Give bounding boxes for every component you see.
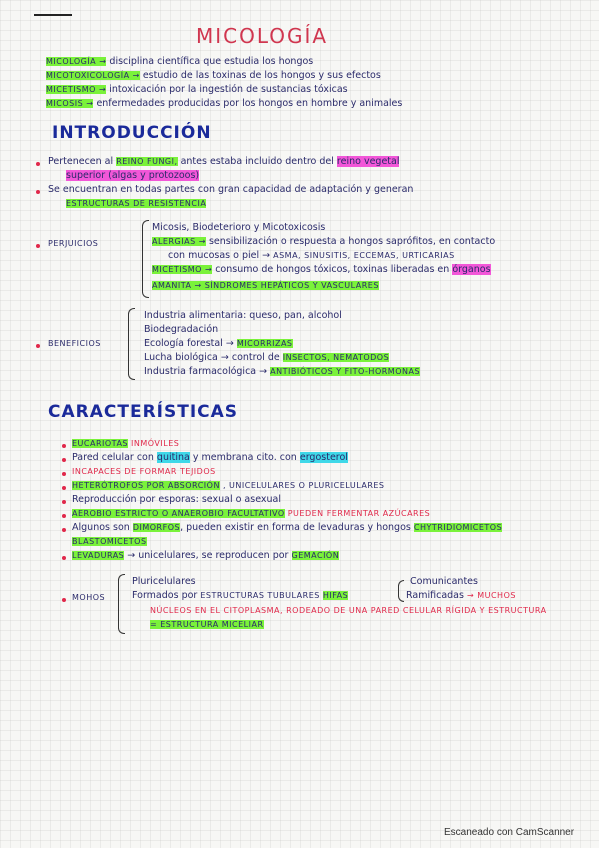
intro-text: Pertenecen al <box>48 156 114 167</box>
micorrizas-highlight: MICORRIZAS <box>236 339 293 348</box>
definition-term: MICETISMO → <box>46 85 107 94</box>
perjuicios-text: con mucosas o piel → <box>168 250 271 261</box>
caract-item-8 <box>72 550 339 562</box>
quitina-highlight: quitina <box>156 452 190 463</box>
definition-text: intoxicación por la ingestión de sustancias tóxicas <box>109 84 348 95</box>
intro-line-1 <box>48 156 399 168</box>
intro-highlight: superior (algas y protozoos) <box>66 170 200 181</box>
perjuicios-brace <box>142 220 149 298</box>
mohos-line-2 <box>132 590 348 602</box>
definition-text: disciplina científica que estudia los hongos <box>109 56 314 67</box>
caract-item-1 <box>72 438 179 450</box>
beneficios-brace <box>128 308 135 380</box>
insectos-highlight: INSECTOS, NEMATODOS <box>282 353 390 362</box>
caract-item-6 <box>72 508 430 520</box>
caract-text: y membrana cito. con <box>192 452 297 463</box>
perjuicios-line-3 <box>168 250 455 262</box>
bullet <box>62 514 66 518</box>
mohos-line-1: Pluricelulares <box>132 576 196 587</box>
bullet <box>62 486 66 490</box>
caract-item-4 <box>72 480 385 492</box>
mohos-line-3: NÚCLEOS EN EL CITOPLASMA, RODEADO DE UNA PARED CELULAR RÍGIDA Y ESTRUCTURA <box>150 606 547 615</box>
beneficios-line-3 <box>144 338 293 350</box>
bullet <box>62 458 66 462</box>
bullet <box>62 472 66 476</box>
scanner-watermark: Escaneado con CamScanner <box>444 827 575 838</box>
caract-item-7b <box>72 536 147 548</box>
micetismo-highlight: MICETISMO → <box>152 265 213 274</box>
muchos-text: → MUCHOS <box>466 591 516 600</box>
hifas-highlight: HIFAS <box>322 591 349 600</box>
hifas-branch-comunicantes: Comunicantes <box>410 576 478 587</box>
intro-heading: INTRODUCCIÓN <box>52 123 212 143</box>
caracteristicas-heading: CARACTERÍSTICAS <box>48 402 239 422</box>
antibioticos-highlight: ANTIBIÓTICOS Y FITO-HORMONAS <box>270 367 421 376</box>
bullet <box>36 162 40 166</box>
beneficios-label: BENEFICIOS <box>48 339 101 348</box>
mohos-line-4 <box>150 619 264 631</box>
alergias-highlight: ALERGIAS → <box>152 237 206 246</box>
definition-micotoxicologia <box>46 70 381 82</box>
perjuicios-caps: ASMA, SINUSITIS, ECCEMAS, URTICARIAS <box>273 251 455 260</box>
mohos-caps: ESTRUCTURAS TUBULARES <box>200 591 320 600</box>
caract-caps: , UNICELULARES O PLURICELULARES <box>222 481 385 490</box>
perjuicios-text: sensibilización o respuesta a hongos saprófitos, en contacto <box>208 236 496 247</box>
hifas-branch-ramificadas <box>406 590 516 602</box>
definition-micologia <box>46 56 313 68</box>
mohos-text: Formados por <box>132 590 198 601</box>
definition-micetismo <box>46 84 348 96</box>
hifas-brace <box>398 580 404 602</box>
reino-fungi-highlight: REINO FUNGI, <box>116 157 178 166</box>
blasto-highlight: BLASTOMICETOS <box>72 537 147 546</box>
caract-red: INMÓVILES <box>131 439 180 448</box>
definition-micosis <box>46 98 402 110</box>
fermentar-text: PUEDEN FERMENTAR AZÚCARES <box>287 509 431 518</box>
bullet <box>62 598 66 602</box>
beneficios-line-4 <box>144 352 389 364</box>
definition-text: estudio de las toxinas de los hongos y sus efectos <box>142 70 381 81</box>
caract-item-7 <box>72 522 502 534</box>
beneficios-line-2: Biodegradación <box>144 324 219 335</box>
perjuicios-line-1: Micosis, Biodeterioro y Micotoxicosis <box>152 222 326 233</box>
intro-line-2b <box>66 198 206 210</box>
bullet <box>36 190 40 194</box>
reino-vegetal-highlight: reino vegetal <box>336 156 400 167</box>
amanita-highlight: AMANITA → SÍNDROMES HEPÁTICOS Y VASCULARES <box>152 281 379 290</box>
page-title: MICOLOGÍA <box>196 24 329 48</box>
resistencia-highlight: ESTRUCTURAS DE RESISTENCIA <box>66 199 207 208</box>
mohos-text: Ramificadas <box>406 590 464 601</box>
caract-text: , pueden existir en forma de levaduras y hongos <box>180 522 411 533</box>
intro-text: antes estaba incluido dentro del <box>180 156 334 167</box>
definition-term: MICOTOXICOLOGÍA → <box>46 71 140 80</box>
perjuicios-text: consumo de hongos tóxicos, toxinas liberadas en <box>215 264 450 275</box>
beneficios-text: Lucha biológica → control de <box>144 352 280 363</box>
miceliar-highlight: = ESTRUCTURA MICELIAR <box>150 620 264 629</box>
caract-item-3: INCAPACES DE FORMAR TEJIDOS <box>72 467 216 476</box>
intro-line-2: Se encuentran en todas partes con gran capacidad de adaptación y generan <box>48 184 414 195</box>
definition-term: MICOLOGÍA → <box>46 57 107 66</box>
perjuicios-line-4 <box>152 264 491 276</box>
perjuicios-line-5 <box>152 280 379 292</box>
levaduras-highlight: LEVADURAS <box>72 551 125 560</box>
gemacion-highlight: GEMACIÓN <box>291 551 340 560</box>
caract-text: Algunos son <box>72 522 130 533</box>
top-mark <box>34 14 72 16</box>
caract-highlight: EUCARIOTAS <box>72 439 128 448</box>
perjuicios-line-2 <box>152 236 495 248</box>
caract-item-2 <box>72 452 348 464</box>
beneficios-text: Ecología forestal → <box>144 338 234 349</box>
ergosterol-highlight: ergosterol <box>299 452 348 463</box>
beneficios-line-1: Industria alimentaria: queso, pan, alcohol <box>144 310 342 321</box>
definition-text: enfermedades producidas por los hongos en hombre y animales <box>96 98 403 109</box>
organos-highlight: órganos <box>452 264 491 275</box>
mohos-brace <box>118 574 125 634</box>
aerobio-highlight: AEROBIO ESTRICTO O ANAEROBIO FACULTATIVO <box>72 509 285 518</box>
beneficios-text: Industria farmacológica → <box>144 366 268 377</box>
dimorfos-highlight: DIMORFOS <box>132 523 181 532</box>
bullet <box>62 528 66 532</box>
heterotrofos-highlight: HETERÓTROFOS POR ABSORCIÓN <box>72 481 220 490</box>
caract-text: Pared celular con <box>72 452 154 463</box>
mohos-label: MOHOS <box>72 593 106 602</box>
bullet <box>62 500 66 504</box>
perjuicios-label: PERJUICIOS <box>48 239 99 248</box>
bullet <box>62 444 66 448</box>
beneficios-line-5 <box>144 366 420 378</box>
bullet <box>36 244 40 248</box>
bullet <box>36 344 40 348</box>
intro-line-1b <box>66 170 199 182</box>
chytridio-highlight: CHYTRIDIOMICETOS <box>413 523 503 532</box>
caract-item-5: Reproducción por esporas: sexual o asexual <box>72 494 281 505</box>
definition-term: MICOSIS → <box>46 99 94 108</box>
caract-text: → unicelulares, se reproducen por <box>127 550 289 561</box>
bullet <box>62 556 66 560</box>
